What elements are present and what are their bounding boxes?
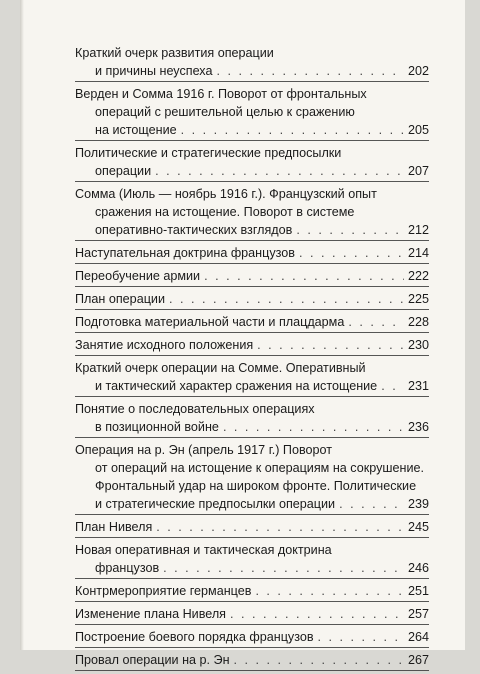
- dot-leader: [204, 267, 404, 285]
- toc-entry: [75, 244, 429, 262]
- toc-page-number: 230: [407, 338, 429, 352]
- toc-entry-last-line: [75, 495, 429, 513]
- toc-entry-last-line: [75, 559, 429, 577]
- dot-leader: [181, 121, 404, 139]
- toc-entry-last-line: [75, 313, 429, 331]
- dot-leader: [155, 162, 404, 180]
- toc-entry: [75, 400, 429, 436]
- toc-entry: [75, 359, 429, 395]
- toc-page-number: 239: [407, 497, 429, 511]
- entry-underline: [75, 355, 429, 356]
- dot-leader: [339, 495, 404, 513]
- entry-underline: [75, 263, 429, 264]
- toc-page-number: 246: [407, 561, 429, 575]
- entry-underline: [75, 514, 429, 515]
- toc-entry-last-line: [75, 267, 429, 285]
- entry-underline: [75, 286, 429, 287]
- toc-entry-text: Провал операции на р. Эн: [75, 653, 230, 667]
- toc-entry-last-line: [75, 162, 429, 180]
- entry-underline: [75, 647, 429, 648]
- toc-entry: [75, 85, 429, 139]
- toc-entry-text: сражения на истощение. Поворот в системе: [95, 205, 355, 219]
- toc-entry: [75, 267, 429, 285]
- dot-leader: [255, 582, 404, 600]
- toc-page-number: 202: [407, 64, 429, 78]
- entry-underline: [75, 437, 429, 438]
- dot-leader: [223, 418, 404, 436]
- entry-underline: [75, 140, 429, 141]
- toc-page-number: 236: [407, 420, 429, 434]
- toc-entry: [75, 605, 429, 623]
- entry-underline: [75, 537, 429, 538]
- toc-entry-last-line: [75, 651, 429, 669]
- dot-leader: [216, 62, 404, 80]
- toc-entry-text: операции: [95, 164, 152, 178]
- toc-entry: [75, 185, 429, 239]
- toc-entry-text: Краткий очерк развития операции: [75, 46, 274, 60]
- toc-entry-last-line: [75, 518, 429, 536]
- toc-entry-text: Операция на р. Эн (апрель 1917 г.) Поворот: [75, 443, 333, 457]
- toc-page-number: 267: [407, 653, 429, 667]
- entry-underline: [75, 332, 429, 333]
- toc-entry: [75, 336, 429, 354]
- toc-entry-text: Фронтальный удар на широком фронте. Политические: [95, 479, 417, 493]
- toc-entry-text: Изменение плана Нивеля: [75, 607, 227, 621]
- toc-entry-text: французов: [95, 561, 160, 575]
- toc-entry-last-line: [75, 336, 429, 354]
- toc-entry: [75, 518, 429, 536]
- toc-page-number: 212: [407, 223, 429, 237]
- toc-page-number: 231: [407, 379, 429, 393]
- dot-leader: [234, 651, 404, 669]
- toc-entry-text: Занятие исходного положения: [75, 338, 254, 352]
- toc-page-number: 251: [407, 584, 429, 598]
- dot-leader: [296, 221, 404, 239]
- dot-leader: [230, 605, 404, 623]
- toc-entry-text: и причины неуспеха: [95, 64, 213, 78]
- dot-leader: [163, 559, 404, 577]
- toc-entry-text: от операций на истощение к операциям на сокрушение.: [95, 461, 424, 475]
- toc-entry-text: операций с решительной целью к сражению: [95, 105, 355, 119]
- entry-underline: [75, 670, 429, 671]
- toc-page-number: 207: [407, 164, 429, 178]
- toc-page-number: 264: [407, 630, 429, 644]
- toc-entry-text: Верден и Сомма 1916 г. Поворот от фронтальных: [75, 87, 367, 101]
- toc-page-number: 225: [407, 292, 429, 306]
- toc-entry-last-line: [75, 121, 429, 139]
- toc-entry-last-line: [75, 377, 429, 395]
- toc-entry-text: и тактический характер сражения на истощение: [95, 379, 378, 393]
- toc-entry-last-line: [75, 582, 429, 600]
- dot-leader: [348, 313, 404, 331]
- toc-entry: [75, 582, 429, 600]
- toc-entry-text: Наступательная доктрина французов: [75, 246, 295, 260]
- dot-leader: [156, 518, 404, 536]
- toc-entry-text: Сомма (Июль — ноябрь 1916 г.). Французский опыт: [75, 187, 377, 201]
- toc-page-number: 222: [407, 269, 429, 283]
- toc-entry-last-line: [75, 244, 429, 262]
- book-page: [20, 0, 465, 667]
- toc-entry-last-line: [75, 628, 429, 646]
- toc-entry-text: Новая оперативная и тактическая доктрина: [75, 543, 332, 557]
- toc-entry: [75, 628, 429, 646]
- toc-page-number: 214: [407, 246, 429, 260]
- dot-leader: [299, 244, 404, 262]
- toc-entry-text: на истощение: [95, 123, 177, 137]
- dot-leader: [257, 336, 404, 354]
- entry-underline: [75, 578, 429, 579]
- dot-leader: [169, 290, 404, 308]
- toc-entry-last-line: [75, 418, 429, 436]
- table-of-contents: [75, 44, 429, 674]
- entry-underline: [75, 309, 429, 310]
- toc-entry: [75, 651, 429, 669]
- toc-page-number: 245: [407, 520, 429, 534]
- dot-leader: [381, 377, 404, 395]
- toc-entry: [75, 313, 429, 331]
- entry-underline: [75, 601, 429, 602]
- toc-entry-text: Контрмероприятие германцев: [75, 584, 252, 598]
- toc-page-number: 228: [407, 315, 429, 329]
- entry-underline: [75, 396, 429, 397]
- toc-entry-text: Подготовка материальной части и плацдарма: [75, 315, 345, 329]
- toc-entry-last-line: [75, 62, 429, 80]
- toc-entry-text: Построение боевого порядка французов: [75, 630, 314, 644]
- toc-entry-text: оперативно-тактических взглядов: [95, 223, 293, 237]
- toc-entry-text: и стратегические предпосылки операции: [95, 497, 336, 511]
- toc-entry-text: План операции: [75, 292, 165, 306]
- toc-entry-text: Переобучение армии: [75, 269, 201, 283]
- toc-entry-text: в позиционной войне: [95, 420, 219, 434]
- toc-entry: [75, 541, 429, 577]
- toc-entry-text: Краткий очерк операции на Сомме. Оперативный: [75, 361, 366, 375]
- entry-underline: [75, 624, 429, 625]
- toc-entry-text: Политические и стратегические предпосылки: [75, 146, 342, 160]
- toc-entry: [75, 441, 429, 513]
- toc-entry-text: Понятие о последовательных операциях: [75, 402, 315, 416]
- entry-underline: [75, 81, 429, 82]
- entry-underline: [75, 240, 429, 241]
- toc-entry-last-line: [75, 290, 429, 308]
- toc-entry: [75, 144, 429, 180]
- toc-entry-last-line: [75, 221, 429, 239]
- dot-leader: [318, 628, 404, 646]
- toc-page-number: 257: [407, 607, 429, 621]
- toc-entry-last-line: [75, 605, 429, 623]
- toc-entry: [75, 290, 429, 308]
- toc-entry-text: План Нивеля: [75, 520, 153, 534]
- entry-underline: [75, 181, 429, 182]
- toc-entry: [75, 44, 429, 80]
- toc-page-number: 205: [407, 123, 429, 137]
